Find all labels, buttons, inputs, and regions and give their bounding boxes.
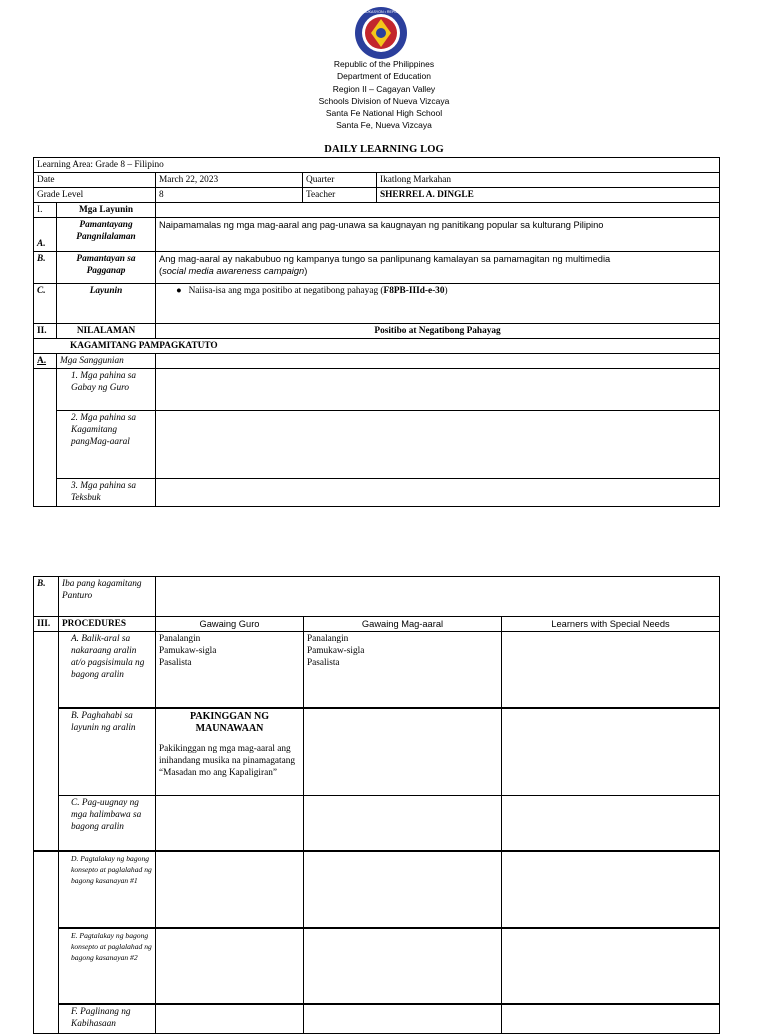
objective-b-letter: B.: [34, 252, 57, 284]
other-materials-label: Iba pang kagamitang Panturo: [59, 577, 156, 617]
step-a-teacher: Panalangin Pamukaw-sigla Pasalista: [156, 632, 304, 708]
procedure-step-f: F. Paglinang ng Kabihasaan: [59, 1004, 156, 1034]
objective-a-letter: A.: [34, 218, 57, 252]
objectives-title: Mga Layunin: [57, 203, 156, 218]
header-line: Republic of the Philippines: [333, 59, 435, 69]
col-student: Gawaing Mag-aaral: [304, 617, 502, 632]
date-label: Date: [34, 173, 156, 188]
objective-a-text: Naipamamalas ng mga mag-aaral ang pag-unawa sa kaugnayan ng panitikang popular sa kulturang Pilipino: [156, 218, 720, 252]
resources-a-letter: A.: [34, 354, 57, 369]
quarter-label: Quarter: [303, 173, 377, 188]
objective-b-label: Pamantayan sa Pagganap: [57, 252, 156, 284]
step-b-teacher: PAKINGGAN NG MAUNAWAAN Pakikinggan ng mga mag-aaral ang inihandang musika na pinamagatang “Masadan mo ang Kapaligiran”: [156, 708, 304, 796]
procedure-step-d: D. Pagtalakay ng bagong konsepto at paglalahad ng bagong kasanayan #1: [59, 851, 156, 928]
procedure-step-b: B. Paghahabi sa layunin ng aralin: [59, 708, 156, 796]
step-a-student: Panalangin Pamukaw-sigla Pasalista: [304, 632, 502, 708]
procedures-num: III.: [34, 617, 59, 632]
resource-item-learner-material: 2. Mga pahina sa Kagamitang pangMag-aaral: [57, 411, 156, 479]
learning-log-table-page2: [33, 576, 720, 1034]
resource-item-teacher-guide: 1. Mga pahina sa Gabay ng Guro: [57, 369, 156, 411]
objective-a-label: Pamantayang Pangnilalaman: [57, 218, 156, 252]
content-value: Positibo at Negatibong Pahayag: [156, 324, 720, 339]
document-title: DAILY LEARNING LOG: [324, 144, 444, 155]
content-num: II.: [34, 324, 57, 339]
learning-area: Learning Area: Grade 8 – Filipino: [34, 158, 720, 173]
resources-a-label: Mga Sanggunian: [57, 354, 156, 369]
teacher-label: Teacher: [303, 188, 377, 203]
deped-seal: [330, 6, 432, 60]
objective-c-text: ● Naiisa-isa ang mga positibo at negatibong pahayag (F8PB-IIId-e-30): [156, 284, 720, 324]
seal-text: KAGAWARAN NG EDUKASYON • REPUBLIKA NG PILIPINAS: [330, 10, 432, 14]
procedure-step-a: A. Balik-aral sa nakaraang aralin at/o pagsisimula ng bagong aralin: [59, 632, 156, 708]
header-line: Schools Division of Nueva Vizcaya: [318, 95, 450, 106]
teacher-value: SHERREL A. DINGLE: [377, 188, 720, 203]
resource-item-textbook: 3. Mga pahina sa Teksbuk: [57, 479, 156, 507]
objective-c-letter: C.: [34, 284, 57, 324]
date-value: March 22, 2023: [156, 173, 303, 188]
objective-b-text: Ang mag-aaral ay nakabubuo ng kampanya tungo sa panlipunang kamalayan sa pamamagitan ng multimedia (social media awareness campaign): [156, 252, 720, 284]
objectives-num: I.: [34, 203, 57, 218]
procedures-title: PROCEDURES: [59, 617, 156, 632]
header-line: Department of Education: [336, 71, 432, 82]
grade-label: Grade Level: [34, 188, 156, 203]
procedure-step-c: C. Pag-uugnay ng mga halimbawa sa bagong aralin: [59, 796, 156, 851]
header-line: Region II – Cagayan Valley: [332, 83, 436, 94]
grade-value: 8: [156, 188, 303, 203]
col-special: Learners with Special Needs: [502, 617, 720, 632]
col-teacher: Gawaing Guro: [156, 617, 304, 632]
school-header: [0, 58, 768, 132]
learning-log-table-page1: [33, 157, 720, 507]
resources-title: KAGAMITANG PAMPAGKATUTO: [34, 339, 720, 354]
objective-c-label: Layunin: [57, 284, 156, 324]
other-materials-letter: B.: [34, 577, 59, 617]
header-line: Santa Fe National High School: [325, 108, 443, 119]
header-line: Santa Fe, Nueva Vizcaya: [336, 120, 432, 131]
procedure-step-e: E. Pagtalakay ng bagong konsepto at paglalahad ng bagong kasanayan #2: [59, 928, 156, 1004]
content-title: NILALAMAN: [57, 324, 156, 339]
quarter-value: Ikatlong Markahan: [377, 173, 720, 188]
